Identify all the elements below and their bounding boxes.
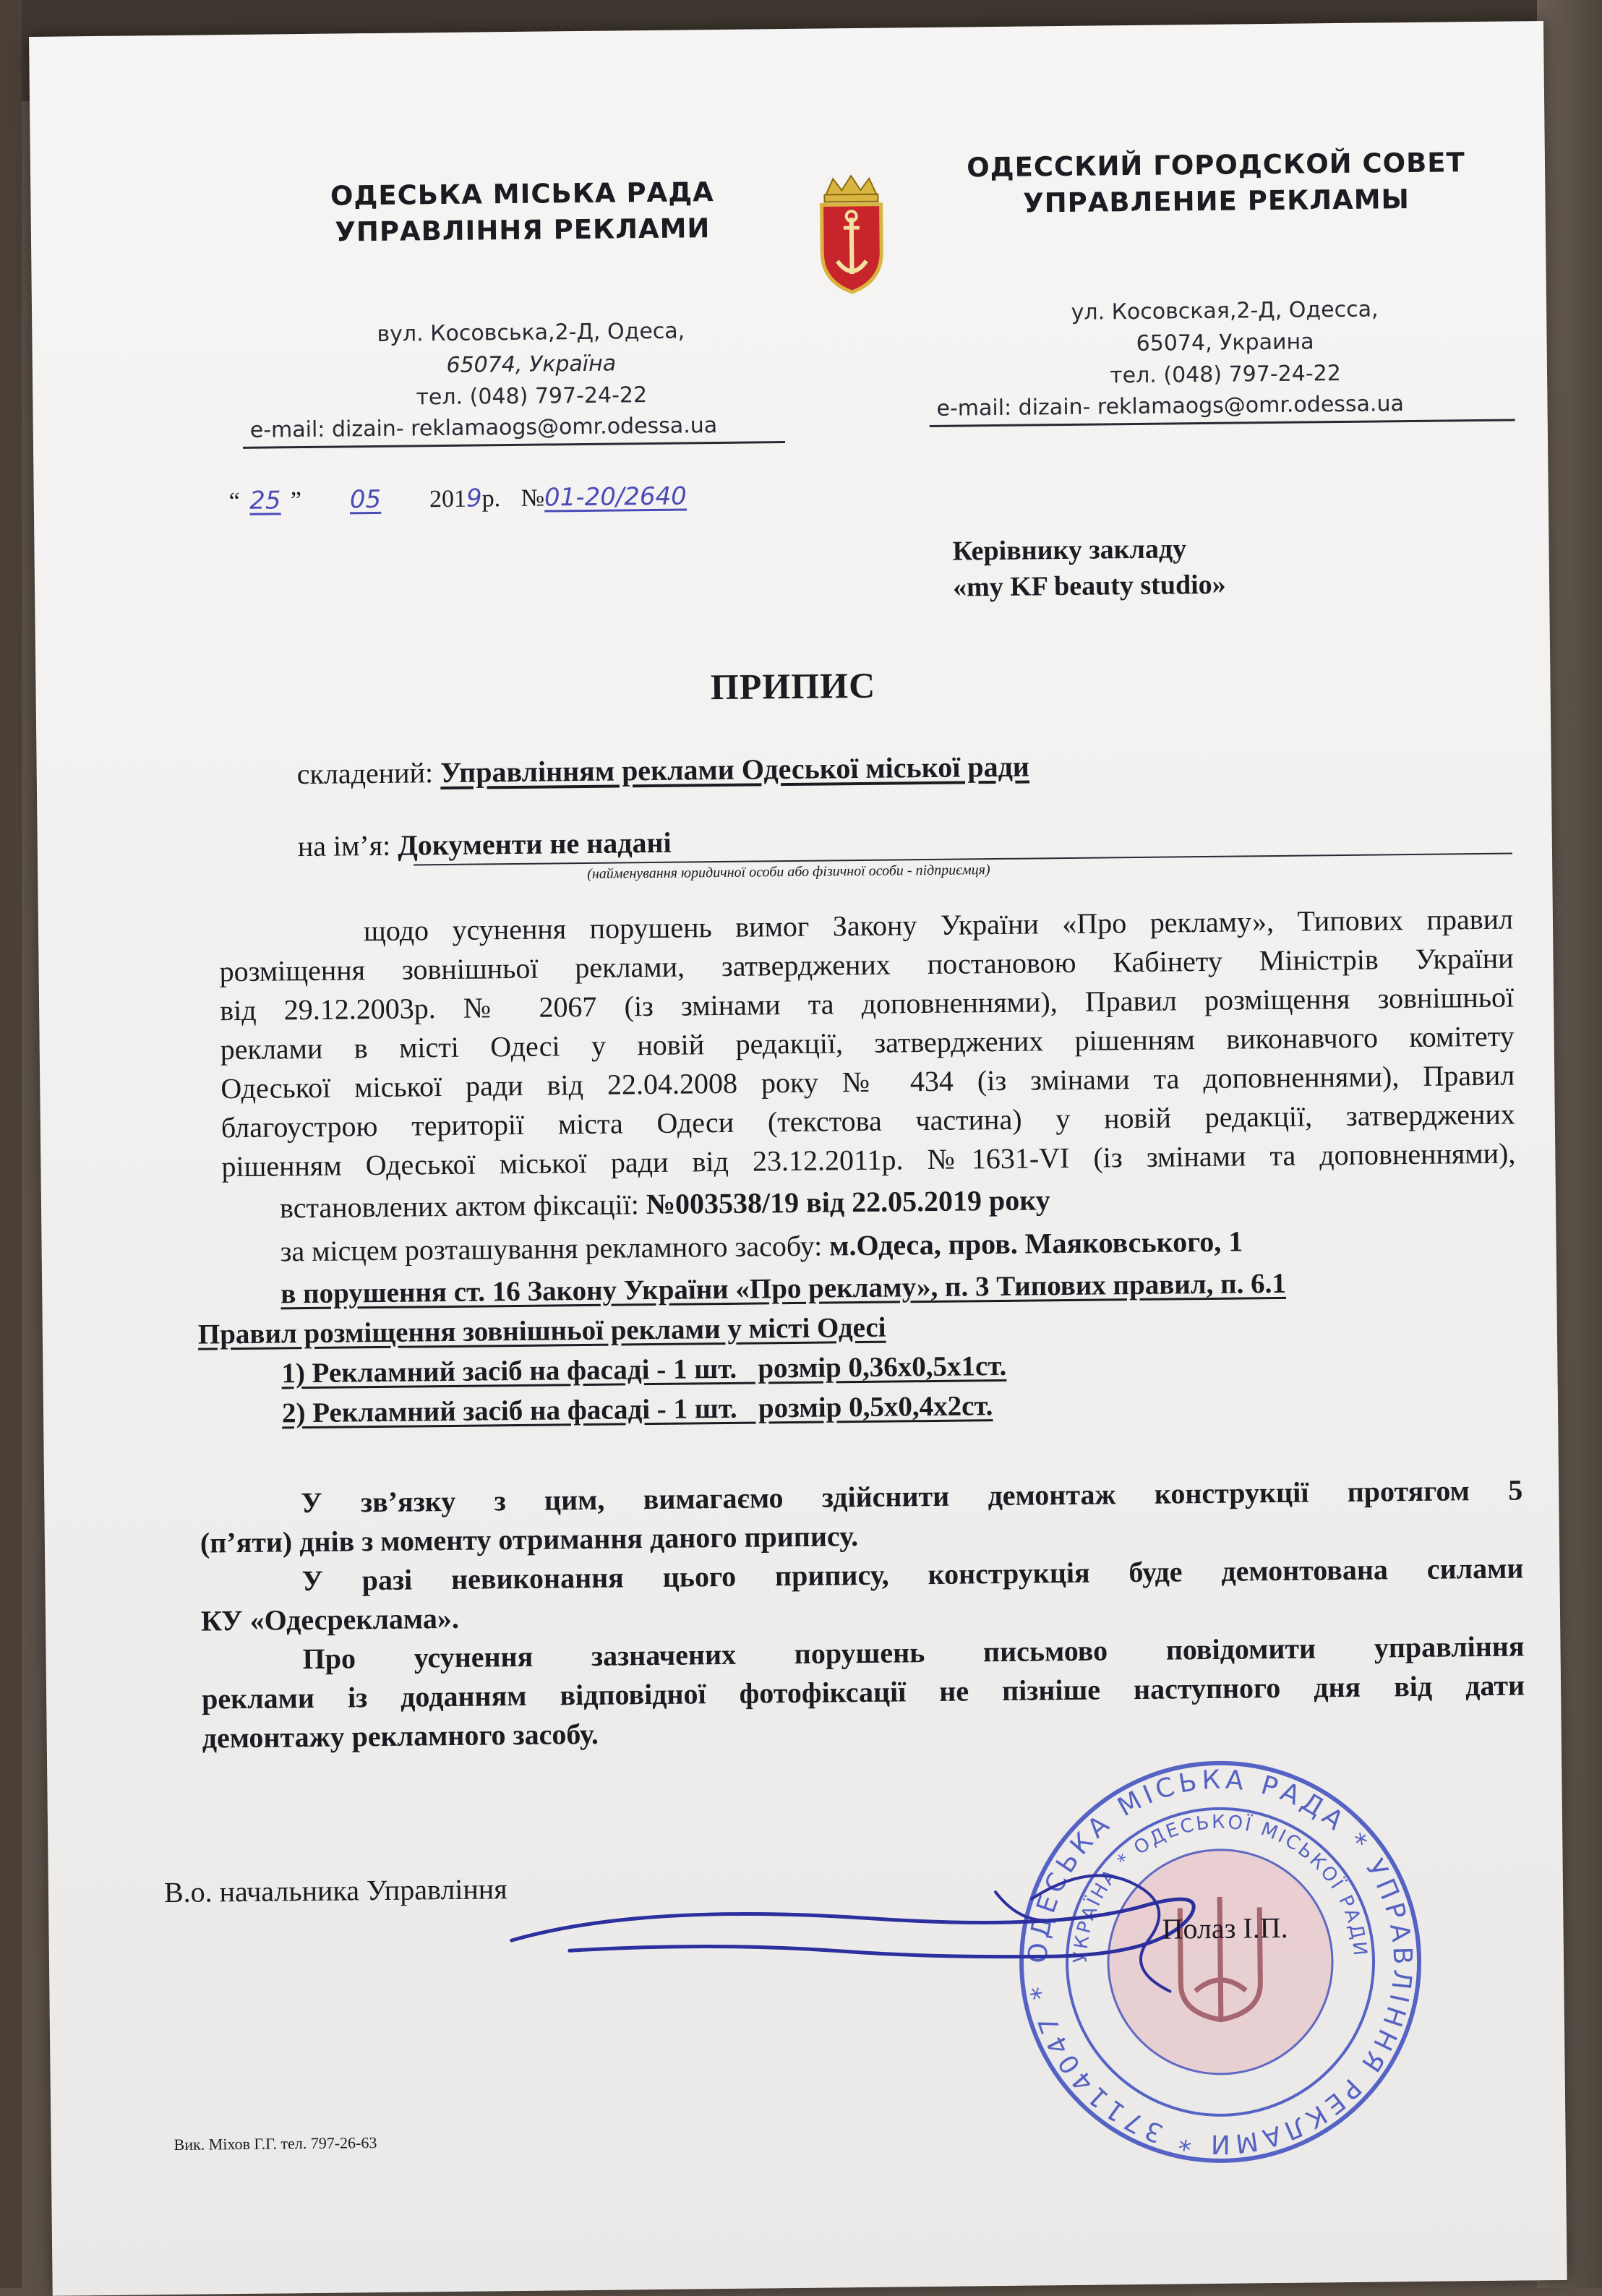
location-line bbox=[280, 1224, 1243, 1268]
addressee-line2: «my KF beauty studio» bbox=[953, 567, 1226, 606]
header-left-addr-line2: 65074, Україна bbox=[307, 346, 755, 382]
odesa-coat-of-arms-icon bbox=[811, 172, 892, 296]
doc-ref-number-label: № bbox=[521, 485, 544, 512]
demand-p3-line3: демонтажу рекламного засобу. bbox=[202, 1705, 1525, 1757]
violation-line1: в порушення ст. 16 Закону України «Про рекламу», п. 3 Типових правил, п. 6.1 bbox=[280, 1267, 1286, 1311]
in-name-value: Документи не надані bbox=[398, 826, 672, 862]
header-left-addr-line1: вул. Косовська,2-Д, Одеса, bbox=[307, 314, 755, 351]
violation-item: 2) Рекламний засіб на фасаді - 1 шт. розмір 0,5х0,4х2ст. bbox=[282, 1389, 993, 1429]
desk-edge-left bbox=[0, 0, 22, 2288]
body-line: Одеської міської ради від 22.04.2008 року № 434 (із змінами та доповненнями), Правил bbox=[220, 1056, 1515, 1109]
document-title: ПРИПИС bbox=[35, 657, 1550, 715]
act-line bbox=[280, 1183, 1050, 1225]
stamp-inner-text: УКРАЇНА * ОДЕСЬКОЇ МІСЬКОЇ РАДИ bbox=[1068, 1810, 1371, 1964]
doc-ref-year-suffix: 9 bbox=[466, 484, 482, 513]
demand-p2-line2: КУ «Одесреклама». bbox=[201, 1588, 1524, 1640]
signature-name: Полаз І.П. bbox=[1162, 1911, 1288, 1946]
composed-value: Управлінням реклами Одеської міської ради bbox=[440, 750, 1029, 789]
demand-p2-line1: У разі невиконання цього припису, конструкція буде демонтована силами bbox=[200, 1548, 1523, 1601]
body-line: розміщення зовнішньої реклами, затверджених постановою Кабінету Міністрів України bbox=[219, 939, 1513, 992]
demand-p3-line2: реклами із доданням відповідної фотофіксації не пізніше наступного дня від дати bbox=[202, 1666, 1525, 1718]
handwritten-signature bbox=[496, 1846, 1235, 2042]
header-right-phone: тел. (048) 797-24-22 bbox=[1001, 356, 1449, 393]
body-line: реклами в місті Одесі у новій редакції, затверджених рішенням виконавчого комітету bbox=[220, 1017, 1514, 1070]
body-line: від 29.12.2003р. № 2067 (із змінами та доповненнями), Правил розміщення зовнішньої bbox=[220, 978, 1514, 1031]
stamp-ring-text: ОДЕСЬКА МІСЬКА РАДА * УПРАВЛІННЯ РЕКЛАМИ * 37114047 * bbox=[1021, 1763, 1419, 2161]
header-right-org-line1: ОДЕССКИЙ ГОРОДСКОЙ СОВЕТ bbox=[927, 145, 1505, 187]
in-name-hint: (найменування юридичної особи або фізичної особи - підприємця) bbox=[587, 862, 990, 883]
demand-p1-line1: У зв’язку з цим, вимагаємо здійснити демонтаж конструкції протягом 5 bbox=[200, 1470, 1522, 1523]
header-left-phone: тел. (048) 797-24-22 bbox=[307, 378, 755, 414]
body-line: щодо усунення порушень вимог Закону України «Про рекламу», Типових правил bbox=[219, 900, 1513, 953]
header-right-addr-line2: 65074, Украина bbox=[1001, 325, 1449, 361]
demand-p3-line1: Про усунення зазначених порушень письмово повідомити управління bbox=[201, 1627, 1524, 1679]
composed-label: складений: bbox=[297, 756, 434, 790]
location-label: за місцем розташування рекламного засобу: bbox=[280, 1230, 822, 1268]
doc-ref-year-tail: р. bbox=[481, 485, 500, 512]
body-line: благоустрою території міста Одеси (текстова частина) у новій редакції, затверджених bbox=[221, 1095, 1515, 1148]
violation-item: 1) Рекламний засіб на фасаді - 1 шт. розмір 0,36х0,5х1ст. bbox=[281, 1350, 1006, 1389]
header-left-org-line1: ОДЕСЬКА МІСЬКА РАДА bbox=[269, 174, 775, 215]
doc-ref-number: 01-20/2640 bbox=[544, 481, 687, 512]
body-line: рішенням Одеської міської ради від 23.12.2011р. №1631-VI (із змінами та доповненнями), bbox=[221, 1134, 1515, 1187]
in-name-label: на ім’я: bbox=[298, 829, 391, 862]
doc-ref-year-prefix: 201 bbox=[429, 486, 466, 513]
header-right-org-line2: УПРАВЛЕНИЕ РЕКЛАМЫ bbox=[927, 181, 1505, 223]
addressee-line1: Керівнику закладу bbox=[952, 531, 1225, 570]
footer-executor: Вик. Міхов Г.Г. тел. 797-26-63 bbox=[174, 2133, 377, 2154]
header-right-addr-line1: ул. Косовская,2-Д, Одесса, bbox=[1001, 293, 1449, 329]
addressee bbox=[952, 531, 1226, 606]
doc-ref-day: 25 bbox=[240, 486, 291, 515]
demand-p1-line2: (п’яти) днів з моменту отримання даного припису. bbox=[200, 1509, 1523, 1562]
in-name-line bbox=[298, 826, 672, 863]
body-paragraph bbox=[219, 900, 1516, 1187]
header-right-email: e-mail: dizain- reklamaogs@omr.odessa.ua bbox=[936, 391, 1404, 421]
signature-position: В.о. начальника Управління bbox=[164, 1872, 507, 1909]
document-sheet bbox=[29, 21, 1567, 2296]
header-left-email: e-mail: dizain- reklamaogs@omr.odessa.ua bbox=[250, 413, 718, 443]
header-left-org-line2: УПРАВЛІННЯ РЕКЛАМИ bbox=[270, 210, 776, 251]
doc-ref-month: 05 bbox=[307, 484, 423, 515]
doc-ref-line: “ 25 ” 05 2019р. №01-20/2640 bbox=[229, 481, 687, 515]
header-left-address bbox=[307, 314, 755, 414]
violation-line2: Правил розміщення зовнішньої реклами у місті Одесі bbox=[198, 1311, 886, 1351]
header-right-org bbox=[927, 145, 1506, 223]
act-label: встановлених актом фіксації: bbox=[280, 1188, 639, 1224]
demands-block bbox=[200, 1470, 1525, 1757]
header-left-org bbox=[269, 174, 776, 251]
header-right-address bbox=[1001, 293, 1449, 393]
composed-line bbox=[297, 750, 1030, 792]
act-value: №003538/19 від 22.05.2019 року bbox=[646, 1183, 1050, 1220]
location-value: м.Одеса, пров. Маяковського, 1 bbox=[829, 1225, 1243, 1261]
